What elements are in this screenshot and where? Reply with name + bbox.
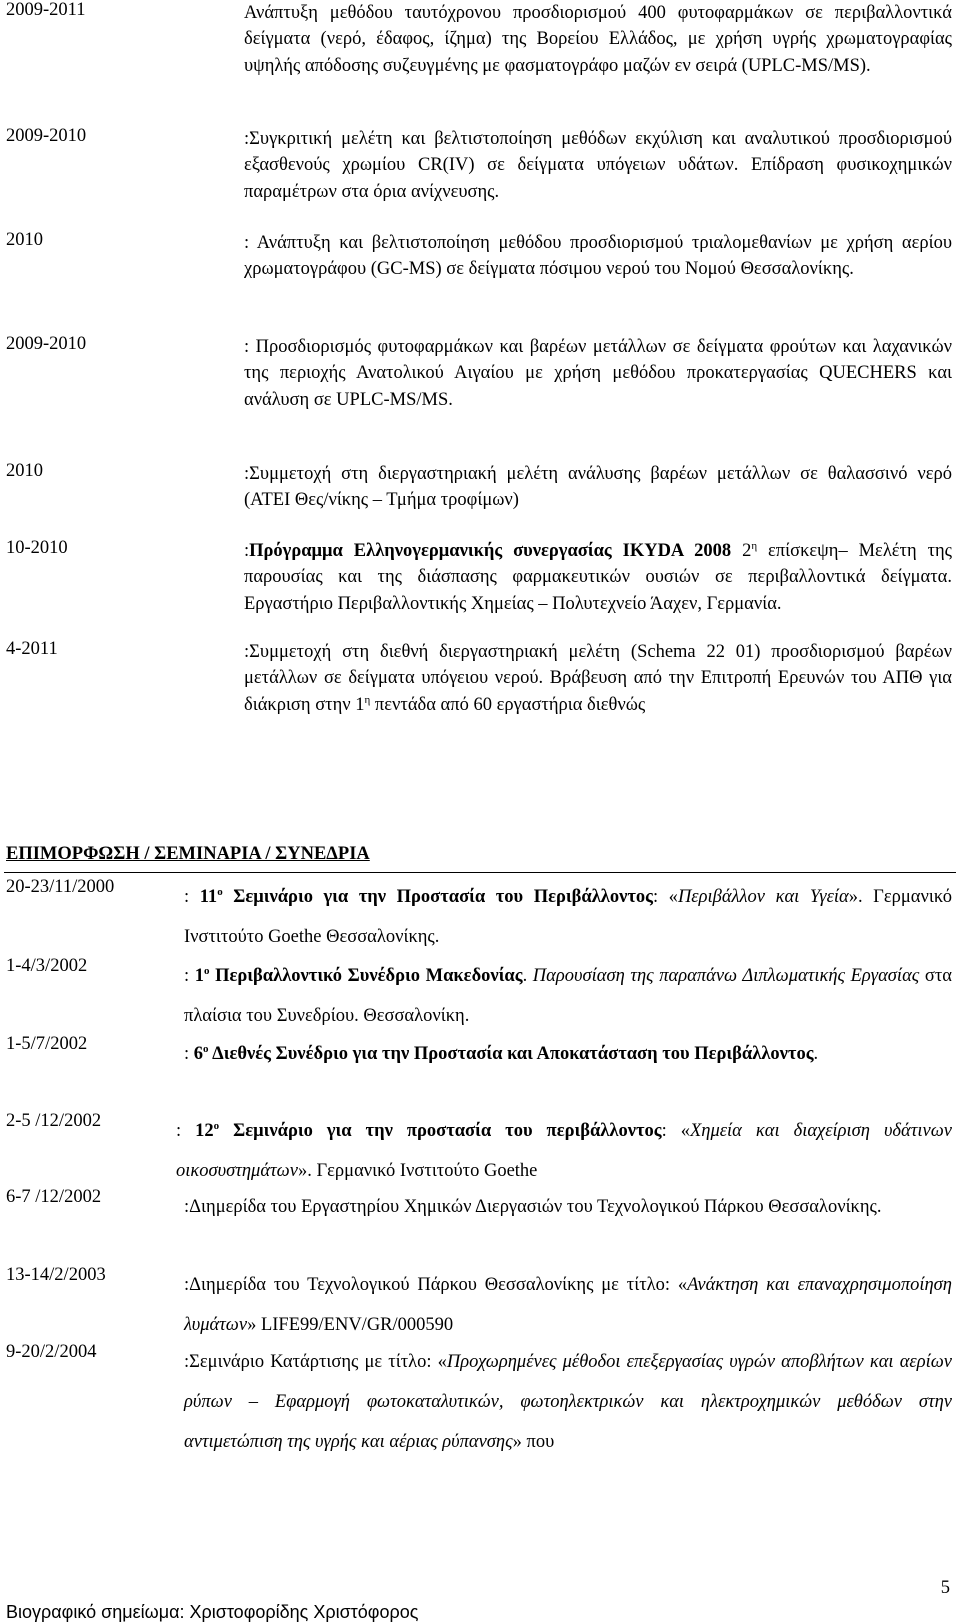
research-entry xyxy=(6,639,952,718)
page-footer: Βιογραφικό σημείωμα: Χριστοφορίδης Χριστόφορος xyxy=(6,1602,419,1622)
research-entry xyxy=(6,230,952,283)
seminar-date: 2-5 /12/2002 xyxy=(6,1111,102,1131)
research-entry xyxy=(6,126,952,205)
seminar-date: 1-5/7/2002 xyxy=(6,1034,88,1054)
seminar-entry xyxy=(6,877,952,957)
entry-text: :Πρόγραμμα Ελληνογερμανικής συνεργασίας IKYDA 2008 $2^\eta$ επίσκεψη– Μελέτη της παρουσίας και της διάσπασης φαρμακευτικών ουσιών σε περιβαλλοντικά δείγματα. Εργαστήριο Περιβαλλοντικής Χημείας – Πολυτεχνείο Άαχεν, Γερμανία. xyxy=(244,540,953,614)
seminar-entry xyxy=(6,1111,952,1191)
research-entry xyxy=(6,0,952,79)
research-entry xyxy=(6,334,952,413)
seminar-entry xyxy=(6,1034,952,1074)
research-entry xyxy=(6,538,952,617)
entry-text: :Συμμετοχή στη διεργαστηριακή μελέτη ανάλυσης βαρέων μετάλλων σε θαλασσινό νερό (ΑΤΕΙ Θες/νίκης – Τμήμα τροφίμων) xyxy=(244,464,952,511)
seminar-text: : $1^o$ Περιβαλλοντικό Συνέδριο Μακεδονίας. Παρουσίαση της παραπάνω Διπλωματικής Εργασίας στα πλαίσια του Συνεδρίου. Θεσσαλονίκη. xyxy=(184,965,952,1026)
section-heading: ΕΠΙΜΟΡΦΩΣΗ / ΣΕΜΙΝΑΡΙΑ / ΣΥΝΕΔΡΙΑ xyxy=(6,844,370,864)
entry-date: 2009-2010 xyxy=(6,334,87,354)
entry-text: Ανάπτυξη μεθόδου ταυτόχρονου προσδιορισμού 400 φυτοφαρμάκων σε περιβαλλοντικά δείγματα (νερό, έδαφος, ίζημα) της Βορείου Ελλάδος, με χρήση υγρής χρωματογραφίας υψηλής απόδοσης συζευγμένης με φασματογράφο μαζών εν σειρά (UPLC-MS/MS). xyxy=(244,3,952,76)
seminar-date: 1-4/3/2002 xyxy=(6,956,88,976)
entry-date: 2010 xyxy=(6,230,43,250)
page-number: 5 xyxy=(940,1578,950,1598)
entry-date: 10-2010 xyxy=(6,538,68,558)
seminar-entry xyxy=(6,1187,952,1227)
entry-date: 2009-2010 xyxy=(6,126,87,146)
entry-date: 4-2011 xyxy=(6,639,58,659)
entry-text: :Συμμετοχή στη διεθνή διεργαστηριακή μελέτη (Schema 22 01) προσδιορισμού βαρέων μετάλλων σε δείγματα υπόγειου νερού. Βράβευση από την Επιτροπή Ερευνών του ΑΠΘ για διάκριση στην $1^\eta$ πεντάδα από 60 εργαστήρια διεθνώς xyxy=(244,642,952,715)
seminar-date: 6-7 /12/2002 xyxy=(6,1187,102,1207)
seminar-text: : $11^o$ Σεμινάριο για την Προστασία του Περιβάλλοντος: «Περιβάλλον και Υγεία». Γερμανικό Ινστιτούτο Goethe Θεσσαλονίκης. xyxy=(184,886,952,947)
entry-text: : Ανάπτυξη και βελτιστοποίηση μεθόδου προσδιορισμού τριαλομεθανίων με χρήση αερίου χρωματογράφου (GC-MS) σε δείγματα πόσιμου νερού του Νομού Θεσσαλονίκης. xyxy=(244,233,952,280)
seminar-date: 9-20/2/2004 xyxy=(6,1342,97,1362)
seminar-text: : $12^o$ Σεμινάριο για την προστασία του περιβάλλοντος: «Χημεία και διαχείριση υδάτινων οικοσυστημάτων». Γερμανικό Ινστιτούτο Goethe xyxy=(176,1120,952,1181)
seminar-text: : $6^o$ Διεθνές Συνέδριο για την Προστασία και Αποκατάσταση του Περιβάλλοντος. xyxy=(184,1043,819,1064)
research-entry xyxy=(6,461,952,514)
entry-text: : Προσδιορισμός φυτοφαρμάκων και βαρέων μετάλλων σε δείγματα φρούτων και λαχανικών της περιοχής Ανατολικού Αιγαίου με χρήση μεθόδου προκατεργασίας QUECHERS και ανάλυση σε UPLC-MS/MS. xyxy=(244,337,952,410)
entry-date: 2009-2011 xyxy=(6,0,86,20)
seminar-date: 13-14/2/2003 xyxy=(6,1265,106,1285)
entry-date: 2010 xyxy=(6,461,43,481)
entry-text: :Συγκριτική μελέτη και βελτιστοποίηση μεθόδων εκχύλιση και αναλυτικού προσδιορισμού εξασθενούς χρωμίου CR(IV) σε δείγματα υπόγειων υδάτων. Επίδραση φυσικοχημικών παραμέτρων στα όρια ανίχνευσης. xyxy=(244,129,952,202)
seminar-text: :Διημερίδα του Εργαστηρίου Χημικών Διεργασιών του Τεχνολογικού Πάρκου Θεσσαλονίκης. xyxy=(184,1197,882,1217)
seminar-text: :Διημερίδα του Τεχνολογικού Πάρκου Θεσσαλονίκης με τίτλο: «Ανάκτηση και επαναχρησιμοποίηση λυμάτων» LIFE99/ENV/GR/000590 xyxy=(184,1275,952,1335)
seminar-entry xyxy=(6,1342,952,1462)
seminar-entry xyxy=(6,956,952,1036)
seminar-entry xyxy=(6,1265,952,1345)
seminar-date: 20-23/11/2000 xyxy=(6,877,115,897)
seminar-text: :Σεμινάριο Κατάρτισης με τίτλο: «Προχωρημένες μέθοδοι επεξεργασίας υγρών αποβλήτων και αερίων ρύπων – Εφαρμογή φωτοκαταλυτικών, φωτοηλεκτρικών και ηλεκτροχημικών μεθόδων στην αντιμετώπιση της υγρής και αέριας ρύπανσης» που xyxy=(184,1352,953,1452)
section-divider xyxy=(4,872,956,873)
